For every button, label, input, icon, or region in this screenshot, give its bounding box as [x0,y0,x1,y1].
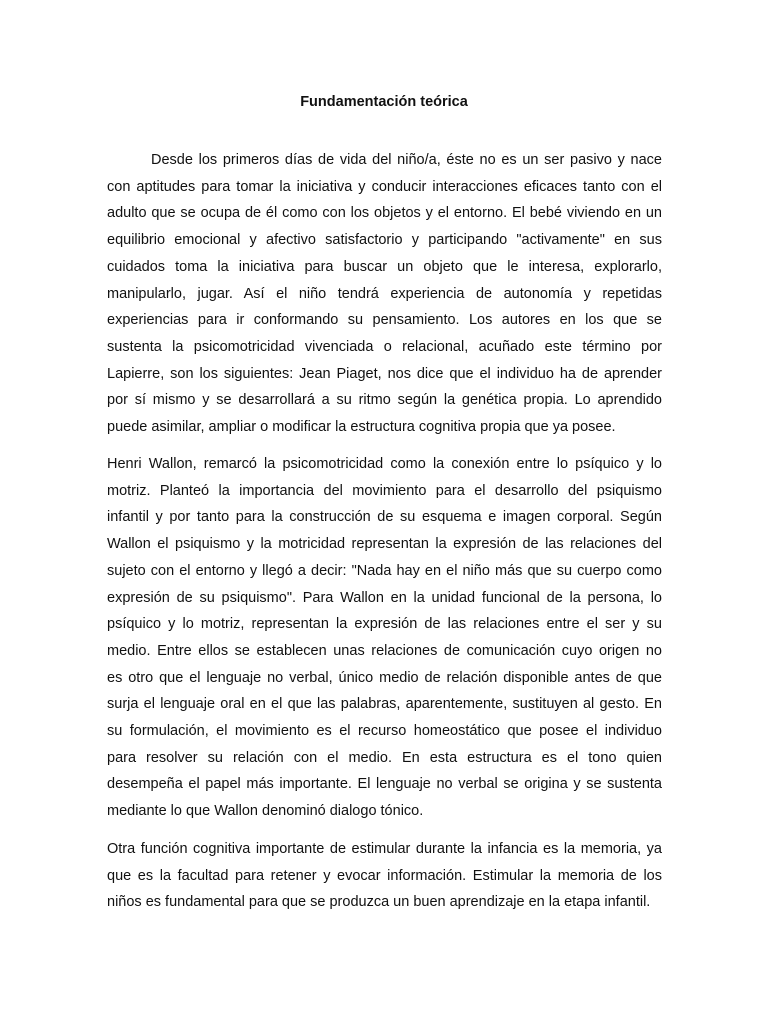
paragraph-line: es otro que el lenguaje no verbal, único medio de relación disponible antes de que [107,669,662,686]
paragraph-line: desempeña el papel más importante. El lenguaje no verbal se origina y se sustenta [107,776,662,793]
paragraph-line: mediante lo que Wallon denominó dialogo tónico. [107,803,424,820]
paragraph-line: adulto que se ocupa de él como con los objetos y el entorno. El bebé viviendo en un [107,205,662,222]
paragraph-line: infantil y por tanto para la construcción de su esquema e imagen corporal. Según [107,509,662,526]
paragraph-line: medio. Entre ellos se establecen unas relaciones de comunicación cuyo origen no [107,642,662,659]
paragraph-line: expresión de su psiquismo". Para Wallon en la unidad funcional de la persona, lo [107,589,662,606]
paragraph-1 [107,147,662,441]
paragraph-3 [107,836,662,916]
paragraph-line: sustenta la psicomotricidad vivenciada o relacional, acuñado este término por [107,338,662,355]
paragraph-line: Lapierre, son los siguientes: Jean Piaget, nos dice que el individuo ha de aprender [107,365,662,382]
paragraph-line: para resolver su relación con el medio. En esta estructura es el tono quien [107,749,662,766]
paragraph-line: sujeto con el entorno y llegó a decir: "Nada hay en el niño más que su cuerpo como [107,562,662,579]
paragraph-line: su formulación, el movimiento es el recurso homeostático que posee el individuo [107,723,662,740]
paragraph-line: equilibrio emocional y afectivo satisfactorio y participando "activamente" en sus [107,232,662,249]
paragraph-2 [107,451,662,825]
paragraph-line: Otra función cognitiva importante de estimular durante la infancia es la memoria, ya [107,841,662,857]
paragraph-line: motriz. Planteó la importancia del movimiento para el desarrollo del psiquismo [107,482,662,499]
paragraph-line: surja el lenguaje oral en el que las palabras, aparentemente, sustituyen al gesto. En [107,696,662,713]
paragraph-line: Wallon el psiquismo y la motricidad representan la expresión de las relaciones del [107,536,662,553]
paragraph-line: psíquico y lo motriz, representan la expresión de las relaciones entre el ser y su [107,616,662,633]
document-title: Fundamentación teórica [300,94,468,110]
paragraph-line: Desde los primeros días de vida del niño/a, éste no es un ser pasivo y nace [151,152,662,168]
paragraph-line: manipularlo, jugar. Así el niño tendrá experiencia de autonomía y repetidas [107,285,662,302]
paragraph-line: cuidados toma la iniciativa para buscar un objeto que le interesa, explorarlo, [107,258,662,275]
paragraph-line: con aptitudes para tomar la iniciativa y conducir interacciones eficaces tanto con el [107,178,662,195]
paragraph-line: por sí mismo y se desarrollará a su ritmo según la genética propia. Lo aprendido [107,392,662,409]
paragraph-line: que es la facultad para retener y evocar información. Estimular la memoria de los [107,867,662,884]
paragraph-line: experiencias para ir conformando su pensamiento. Los autores en los que se [107,312,662,329]
paragraph-line: niños es fundamental para que se produzca un buen aprendizaje en la etapa infantil. [107,894,651,911]
paragraph-line: puede asimilar, ampliar o modificar la estructura cognitiva propia que ya posee. [107,419,616,436]
paragraph-line: Henri Wallon, remarcó la psicomotricidad como la conexión entre lo psíquico y lo [107,456,662,472]
